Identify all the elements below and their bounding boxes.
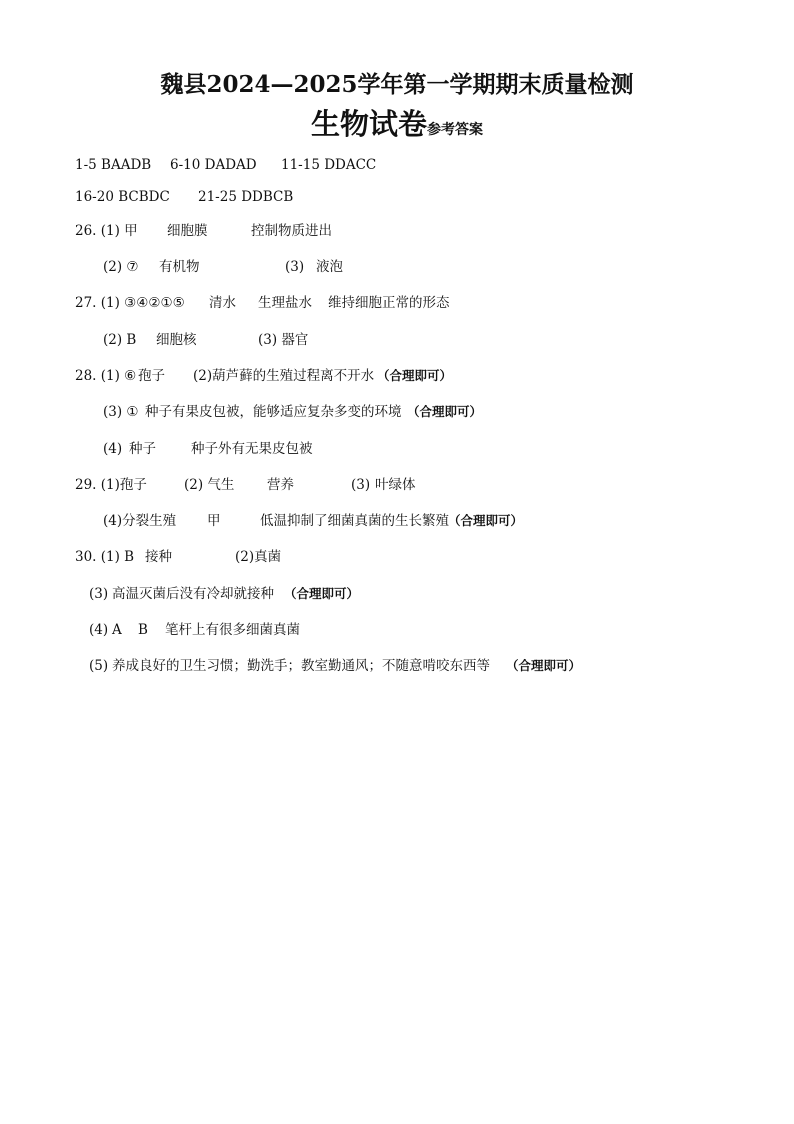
exam-subtitle — [0, 102, 794, 143]
answer-text: 生理盐水 — [258, 295, 312, 311]
exam-title: 魏县2024—2025学年第一学期期末质量检测 — [160, 71, 634, 98]
answer-text: 营养 — [267, 477, 294, 493]
answer-text: 养成良好的卫生习惯；勤洗手；教室勤通风；不随意啃咬东西等 — [112, 658, 490, 674]
mc-answer-group: 6-10 DADAD — [170, 157, 257, 173]
answer-text: 液泡 — [316, 259, 343, 275]
answer-text: 控制物质进出 — [251, 223, 332, 239]
answer-text: (2) ⑦ — [103, 259, 139, 275]
answer-text: 种子外有无果皮包被 — [191, 441, 313, 457]
answer-text: 清水 — [209, 295, 236, 311]
answer-text: 26. (1) 甲 — [75, 223, 138, 239]
answer-text: 接种 — [145, 549, 172, 565]
mc-answer-group: 21-25 DDBCB — [198, 189, 294, 205]
answer-text: 叶绿体 — [375, 477, 416, 493]
answer-text: 低温抑制了细菌真菌的生长繁殖 — [260, 513, 449, 529]
answer-text: (5) — [89, 658, 109, 674]
answer-text: 有机物 — [159, 259, 200, 275]
answer-text: 笔杆上有很多细菌真菌 — [165, 622, 300, 638]
answer-text: 种子有果皮包被，能够适应复杂多变的环境 — [145, 404, 402, 420]
answer-text: 孢子 — [138, 368, 165, 384]
answer-text: (4)分裂生殖 — [103, 513, 177, 529]
answer-text: 细胞核 — [156, 332, 197, 348]
answer-key-label: 参考答案 — [427, 122, 483, 138]
answer-note: （合理即可） — [377, 368, 453, 383]
answer-note: （合理即可） — [284, 586, 360, 601]
mc-answer-group: 11-15 DDACC — [281, 157, 377, 173]
answer-text: (3) 器官 — [258, 332, 309, 348]
answer-text: (2)葫芦藓的生殖过程离不开水 — [193, 368, 375, 384]
answer-text: 维持细胞正常的形态 — [328, 295, 450, 311]
answer-text: (2) B — [103, 332, 137, 348]
answer-note: （合理即可） — [448, 513, 524, 528]
answer-text: (4) — [103, 441, 123, 457]
answer-text: (3) ① — [103, 404, 139, 420]
answer-text: 甲 — [207, 513, 221, 529]
answer-text: (3) — [351, 477, 371, 493]
answer-text: 30. (1) B — [75, 549, 135, 565]
mc-answer-group: 1-5 BAADB — [75, 157, 152, 173]
answer-text: 29. (1)孢子 — [75, 477, 147, 493]
answer-note: （合理即可） — [506, 658, 582, 673]
answer-text: (2)真菌 — [235, 549, 282, 565]
answer-text: (3) — [285, 259, 305, 275]
answer-text: 27. (1) ③④②①⑤ — [75, 295, 185, 311]
answer-text: 高温灭菌后没有冷却就接种 — [112, 586, 274, 602]
answer-text: (4) — [89, 622, 109, 638]
answer-text: 28. (1) ⑥ — [75, 368, 137, 384]
subject-title: 生物试卷 — [310, 107, 427, 141]
mc-answer-group: 16-20 BCBDC — [75, 189, 170, 205]
answer-text: (3) — [89, 586, 109, 602]
answer-text: 种子 — [129, 441, 156, 457]
answer-text: B — [138, 622, 148, 638]
answer-text: A — [112, 622, 122, 638]
answer-note: （合理即可） — [407, 404, 483, 419]
answer-text: 细胞膜 — [167, 223, 208, 239]
answer-text: (2) 气生 — [184, 477, 235, 493]
